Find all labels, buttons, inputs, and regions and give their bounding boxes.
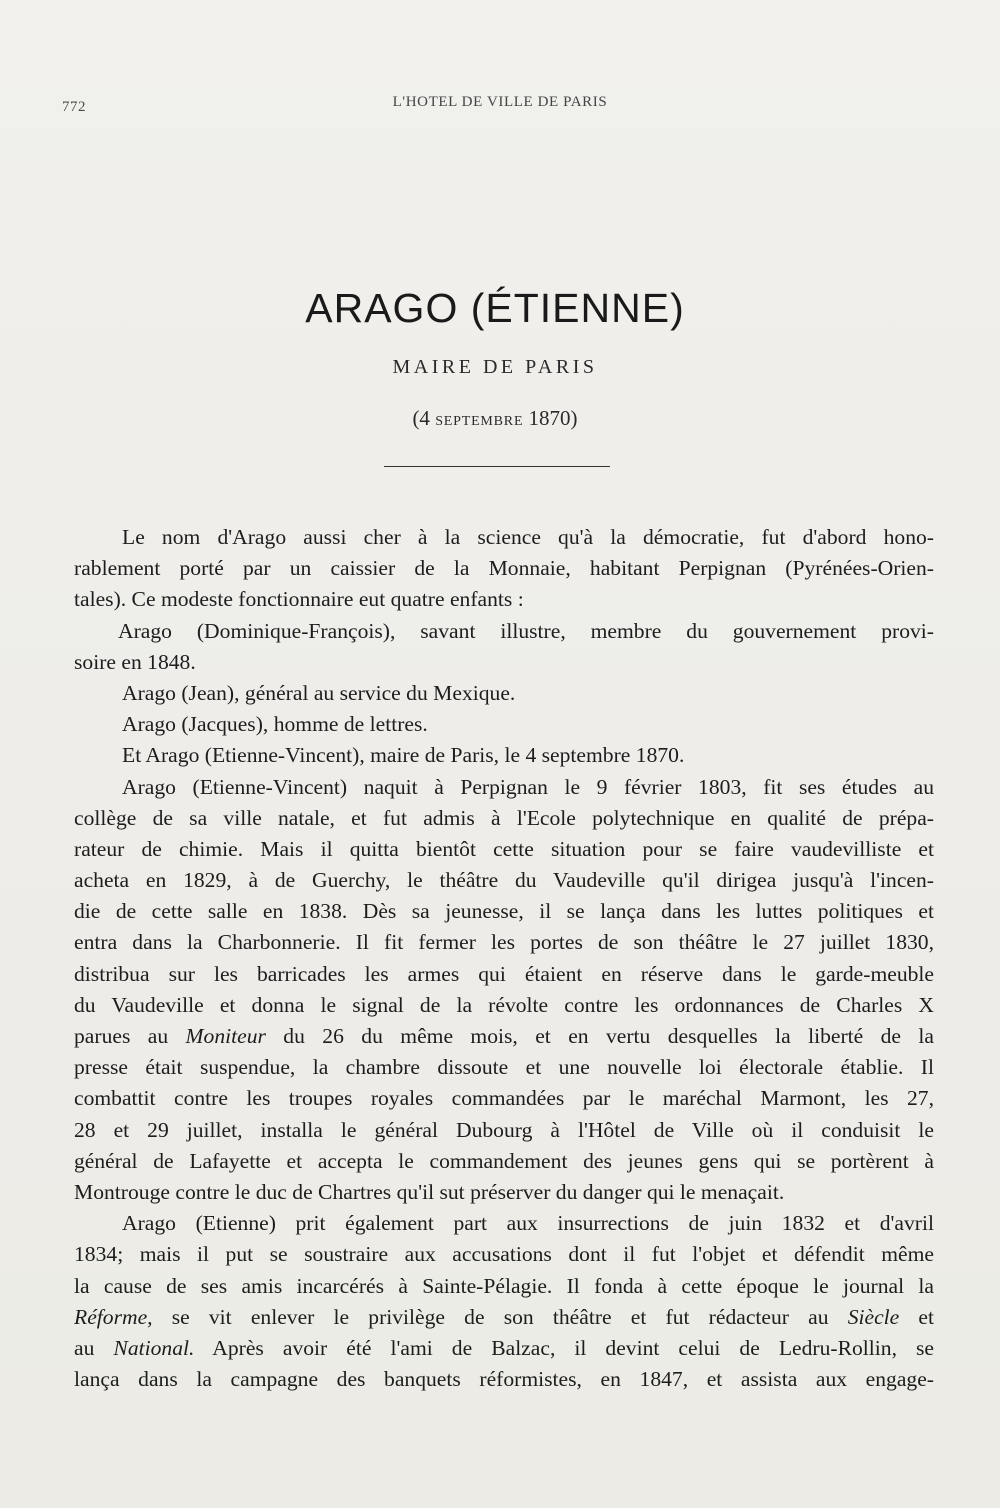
- paragraph-line: Arago (Etienne-Vincent) naquit à Perpignan le 9 février 1803, fit ses études au: [122, 774, 934, 799]
- paragraph-line: général de Lafayette et accepta le commandement des jeunes gens qui se portèrent à: [74, 1148, 934, 1173]
- paragraph-line: entra dans la Charbonnerie. Il fit fermer les portes de son théâtre le 27 juillet 1830,: [74, 930, 934, 955]
- paragraph-line: acheta en 1829, à de Guerchy, le théâtre du Vaudeville qu'il dirigea jusqu'à l'incen-: [74, 868, 934, 893]
- paragraph-line: Le nom d'Arago aussi cher à la science qu'à la démocratie, fut d'abord hono-: [122, 525, 934, 549]
- italic-title: National.: [113, 1335, 195, 1360]
- paragraph-line: combattit contre les troupes royales commandées par le maréchal Marmont, les 27,: [74, 1086, 934, 1111]
- chapter-title: ARAGO (ÉTIENNE): [305, 285, 685, 331]
- chapter-subtitle: MAIRE DE PARIS: [392, 356, 598, 378]
- paragraph-line: presse était suspendue, la chambre dissoute et une nouvelle loi électorale établie. Il: [74, 1055, 934, 1080]
- paragraph-line: Arago (Jean), général au service du Mexique.: [122, 680, 516, 705]
- paragraph-line: Montrouge contre le duc de Chartres qu'il sut préserver du danger qui le menaçait.: [74, 1179, 785, 1204]
- title-divider: [384, 466, 610, 467]
- paragraph-line: 28 et 29 juillet, installa le général Dubourg à l'Hôtel de Ville où il conduisit le: [74, 1117, 934, 1142]
- paragraph-line: Arago (Dominique-François), savant illustre, membre du gouvernement provi-: [118, 618, 934, 643]
- paragraph-line: rablement porté par un caissier de la Monnaie, habitant Perpignan (Pyrénées-Orien-: [74, 556, 934, 581]
- paragraph-line: la cause de ses amis incarcérés à Sainte-Pélagie. Il fonda à cette époque le journal la: [74, 1273, 934, 1298]
- line-segment: et: [899, 1304, 934, 1329]
- line-segment: parues au: [74, 1024, 186, 1048]
- paragraph-line: rateur de chimie. Mais il quitta bientôt cette situation pour se faire vaudevilliste et: [74, 836, 934, 861]
- paragraph-line: tales). Ce modeste fonctionnaire eut quatre enfants :: [74, 587, 524, 612]
- chapter-date: [0, 406, 990, 431]
- line-segment: au: [74, 1335, 114, 1360]
- paragraph-line: [74, 1302, 934, 1333]
- page-number: 772: [62, 99, 86, 115]
- italic-title: Siècle: [847, 1304, 900, 1329]
- paragraph-line: Arago (Jacques), homme de lettres.: [122, 712, 428, 737]
- paragraph-line: [74, 1021, 934, 1052]
- body-text: [74, 522, 934, 1395]
- date-open: (4: [412, 406, 436, 430]
- paragraph-line: distribua sur les barricades les armes qui étaient en réserve dans le garde-meuble: [74, 961, 934, 986]
- italic-title: Réforme,: [74, 1304, 153, 1329]
- paragraph-line: soire en 1848.: [74, 649, 196, 674]
- date-month: SEPTEMBRE: [435, 414, 524, 429]
- paragraph-line: Et Arago (Etienne-Vincent), maire de Paris, le 4 septembre 1870.: [122, 743, 685, 768]
- paragraph-line: du Vaudeville et donna le signal de la révolte contre les ordonnances de Charles X: [74, 992, 934, 1017]
- paragraph-line: 1834; mais il put se soustraire aux accusations dont il fut l'objet et défendit même: [74, 1242, 934, 1267]
- paragraph-line: collège de sa ville natale, et fut admis à l'Ecole polytechnique en qualité de prépa-: [74, 805, 934, 830]
- paragraph-line: Arago (Etienne) prit également part aux insurrections de juin 1832 et d'avril: [122, 1211, 934, 1236]
- italic-title: Moniteur: [185, 1024, 266, 1048]
- date-year: 1870): [523, 406, 578, 430]
- running-head: L'HOTEL DE VILLE DE PARIS: [392, 94, 608, 110]
- paragraph-line: die de cette salle en 1838. Dès sa jeunesse, il se lança dans les luttes politiques et: [74, 899, 934, 924]
- line-segment: Après avoir été l'ami de Balzac, il devint celui de Ledru-Rollin, se: [194, 1335, 935, 1360]
- paragraph-line: lança dans la campagne des banquets réformistes, en 1847, et assista aux engage-: [74, 1367, 934, 1392]
- line-segment: se vit enlever le privilège de son théâtre et fut rédacteur au: [152, 1304, 848, 1329]
- line-segment: du 26 du même mois, et en vertu desquelles la liberté de la: [265, 1024, 934, 1048]
- paragraph-line: [74, 1333, 934, 1364]
